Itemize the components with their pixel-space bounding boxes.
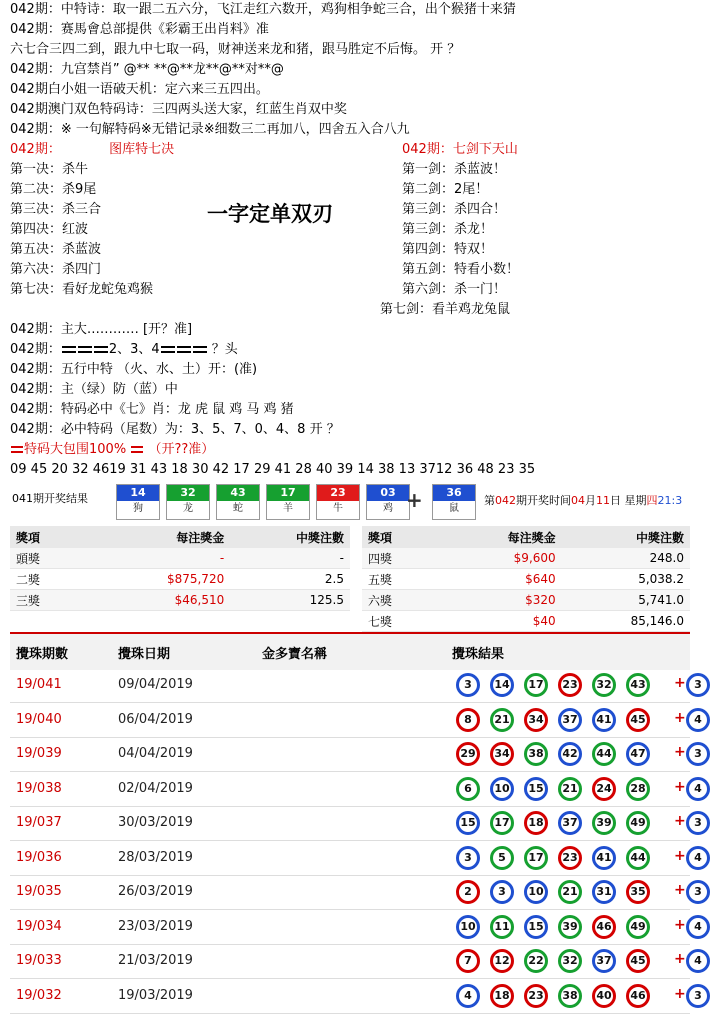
prize-row: [362, 611, 690, 632]
table-row[interactable]: [10, 806, 702, 841]
result-ball: 29: [456, 742, 480, 766]
prize-amount: $9,600: [444, 548, 562, 569]
draw-date: 02/04/2019: [118, 780, 193, 796]
result-ball: 21: [490, 708, 514, 732]
draw-date: 28/03/2019: [118, 849, 193, 865]
draw-ball-zodiac: 狗: [133, 503, 143, 514]
plus-icon: +: [674, 951, 686, 967]
right-item: 第二剑：2尾！: [402, 182, 489, 197]
right-item: 第五剑：特看小数！: [402, 262, 520, 277]
info-month: 04: [571, 494, 585, 507]
prize-name: 三獎: [10, 590, 92, 611]
draw-ball: [266, 484, 310, 520]
result-ball: 49: [626, 811, 650, 835]
draw-info: [484, 492, 682, 508]
result-ball: 45: [626, 949, 650, 973]
special-ball: 3: [686, 811, 710, 835]
prize-name: 四獎: [362, 548, 444, 569]
info-mid: 期开奖时间: [516, 494, 571, 507]
result-ball: 37: [592, 949, 616, 973]
draw-date: 26/03/2019: [118, 884, 193, 899]
plus-icon: +: [406, 488, 423, 512]
result-ball: 21: [558, 777, 582, 801]
left-item: 第五决：杀蓝波: [10, 242, 102, 257]
prize-table-left: [10, 526, 350, 611]
right-item: 第六剑：杀一门！: [402, 282, 507, 297]
result-ball: 42: [558, 742, 582, 766]
special-ball: 4: [686, 846, 710, 870]
prize-row: [10, 548, 350, 569]
prize-amount: $40: [444, 611, 562, 632]
center-title: 一字定单双刃: [207, 201, 333, 226]
prize-amount: $875,720: [92, 569, 230, 590]
prize-table-right: [362, 526, 690, 632]
draw-issue[interactable]: 19/038: [16, 780, 62, 796]
draw-issue[interactable]: 19/039: [16, 746, 62, 761]
result-ball: 40: [592, 984, 616, 1008]
result-ball: 15: [524, 777, 548, 801]
prize-name: 六獎: [362, 590, 444, 611]
result-ball: 18: [524, 811, 548, 835]
result-ball: 37: [558, 811, 582, 835]
plus-icon: +: [674, 882, 686, 898]
forum-mid-line-5: 042期：特码必中《七》肖：龙 虎 鼠 鸡 马 鸡 猪: [10, 402, 294, 417]
prize-header-item: 獎項: [362, 526, 444, 548]
left-item: 第四决：红波: [10, 222, 89, 237]
prize-count: 248.0: [562, 548, 690, 569]
table-row[interactable]: [10, 841, 702, 876]
result-ball: 35: [626, 880, 650, 904]
draw-ball: [166, 484, 210, 520]
draw-special-ball: [432, 484, 476, 520]
prize-name: 頭獎: [10, 548, 92, 569]
result-ball: 24: [592, 777, 616, 801]
forum-line-1: 042期：中特诗：取一跟二五六分，飞江走红六数开，鸡狗相争蛇三合，出个猴猪十来猜: [10, 2, 516, 17]
draw-ball-zodiac: 蛇: [233, 503, 243, 514]
red-line-suffix: （开??准）: [148, 442, 215, 457]
result-ball: 47: [626, 742, 650, 766]
right-header-title: 七剑下天山: [452, 142, 518, 157]
plus-icon: +: [674, 916, 686, 933]
prize-amount: $320: [444, 590, 562, 611]
draw-issue[interactable]: 19/035: [16, 884, 62, 899]
draw-date: 30/03/2019: [118, 815, 193, 830]
right-item: 第四剑：特双！: [402, 242, 494, 257]
right-item: 第三剑：杀龙！: [402, 222, 494, 237]
left-section-header: [10, 140, 174, 160]
draw-ball-number: 36: [433, 485, 475, 501]
forum-mid-line-4: 042期：主（绿）防（蓝）中: [10, 382, 178, 397]
prize-row: [10, 569, 350, 590]
result-ball: 39: [558, 915, 582, 939]
special-ball: 3: [686, 880, 710, 904]
result-ball: 6: [456, 777, 480, 801]
result-ball: 23: [558, 673, 582, 697]
special-ball: 4: [686, 777, 710, 801]
table-row[interactable]: [10, 944, 702, 979]
prize-count: 5,741.0: [562, 590, 690, 611]
history-header-pool: 金多寶名稱: [262, 647, 328, 662]
special-ball: 3: [686, 673, 710, 697]
right-section-header: [402, 140, 518, 160]
right-header-prefix: 042期：: [402, 142, 453, 157]
draw-ball: [216, 484, 260, 520]
info-day: 11: [596, 494, 610, 507]
result-ball: 17: [524, 846, 548, 870]
result-ball: 12: [490, 949, 514, 973]
draw-ball-number: 43: [217, 485, 259, 501]
result-ball: 39: [592, 811, 616, 835]
table-row[interactable]: [10, 772, 702, 807]
result-ball: 10: [524, 880, 548, 904]
table-row[interactable]: [10, 668, 702, 703]
forum-line-4: 042期：九宫禁肖” @** **@**龙**@**对**@: [10, 62, 284, 77]
history-header: [10, 632, 690, 670]
forum-line-6: 042期澳门双色特码诗：三四两头送大家，红蓝生肖双中奖: [10, 102, 347, 117]
left-item: 第一决：杀牛: [10, 162, 89, 177]
result-ball: 46: [626, 984, 650, 1008]
forum-mid-line-2: [10, 340, 238, 360]
prize-header-count: 中獎注數: [230, 526, 350, 548]
result-ball: 38: [524, 742, 548, 766]
result-ball: 21: [558, 880, 582, 904]
table-row[interactable]: [10, 875, 702, 910]
draw-date: 06/04/2019: [118, 711, 193, 727]
special-ball: 4: [686, 708, 710, 732]
result-ball: 32: [558, 949, 582, 973]
forum-line-2: 042期：赛馬會总部提供《彩霸王出肖料》准: [10, 22, 269, 37]
prize-header-item: 獎項: [10, 526, 92, 548]
draw-issue[interactable]: 19/032: [16, 987, 62, 1003]
forum-line-7: 042期：※ 一句解特码※无错记录※细数三二再加八，四舍五入合八九: [10, 122, 410, 137]
result-ball: 43: [626, 673, 650, 697]
draw-issue[interactable]: 19/036: [16, 849, 62, 865]
draw-ball: [116, 484, 160, 520]
prize-header-count: 中獎注數: [562, 526, 690, 548]
special-ball: 4: [686, 949, 710, 973]
red-line: [10, 440, 214, 460]
result-ball: 23: [524, 984, 548, 1008]
red-line-text: 特码大包围100%: [24, 442, 127, 457]
result-ball: 17: [490, 811, 514, 835]
result-ball: 46: [592, 915, 616, 939]
result-ball: 41: [592, 708, 616, 732]
special-ball: 4: [686, 915, 710, 939]
draw-date: 23/03/2019: [118, 918, 193, 934]
draw-ball-number: 14: [117, 485, 159, 501]
info-m: 月: [585, 494, 596, 507]
prize-header-amount: 每注獎金: [92, 526, 230, 548]
result-ball: 38: [558, 984, 582, 1008]
info-weekday: 四: [646, 494, 658, 507]
result-ball: 5: [490, 846, 514, 870]
number-string: 09 45 20 32 4619 31 43 18 30 42 17 29 41 28 40 39 14 38 13 3712 36 48 23 35: [10, 462, 536, 477]
draw-ball: [366, 484, 410, 520]
left-item: 第三决：杀三合: [10, 202, 102, 217]
result-ball: 15: [524, 915, 548, 939]
result-ball: 41: [592, 846, 616, 870]
prize-count: 85,146.0: [562, 611, 690, 632]
forum-line-3: 六七合三四二到，跟九中七取一码，财神送来龙和猪，跟马胜定不后悔。 开 ？: [10, 42, 461, 57]
draw-ball-zodiac: 鼠: [449, 503, 459, 514]
result-ball: 17: [524, 673, 548, 697]
history-header-result: 攪珠結果: [452, 647, 505, 662]
result-ball: 14: [490, 673, 514, 697]
prize-count: 2.5: [230, 569, 350, 590]
left-header-title: 图库特七决: [109, 142, 175, 157]
right-item: 第一剑：杀蓝波！: [402, 162, 507, 177]
forum-mid-line-6: 042期：必中特码（尾数）为：3、5、7、0、4、8 开 ？: [10, 422, 340, 437]
left-item: 第七决：看好龙蛇兔鸡猴: [10, 282, 154, 297]
draw-ball-number: 23: [317, 485, 359, 501]
prize-row: [10, 590, 350, 611]
draw-date: 19/03/2019: [118, 987, 193, 1003]
history-header-date: 攪珠日期: [118, 647, 171, 662]
table-row[interactable]: [10, 703, 702, 738]
table-row[interactable]: [10, 910, 702, 945]
table-row[interactable]: [10, 979, 702, 1014]
result-ball: 45: [626, 708, 650, 732]
result-ball: 3: [490, 880, 514, 904]
draw-issue[interactable]: 19/041: [16, 677, 62, 692]
prize-amount: $46,510: [92, 590, 230, 611]
plus-icon: +: [674, 985, 686, 1002]
draw-ball-zodiac: 鸡: [383, 503, 393, 514]
draw-ball-zodiac: 龙: [183, 503, 193, 514]
plus-icon: +: [674, 813, 686, 829]
result-ball: 10: [456, 915, 480, 939]
info-issue: 042: [495, 494, 516, 507]
prize-row: [362, 590, 690, 611]
result-ball: 11: [490, 915, 514, 939]
history-header-issue: 攪珠期數: [16, 647, 69, 662]
result-ball: 22: [524, 949, 548, 973]
draw-date: 04/04/2019: [118, 746, 193, 761]
result-ball: 18: [490, 984, 514, 1008]
draw-ball-number: 03: [367, 485, 409, 501]
result-ball: 32: [592, 673, 616, 697]
left-item: 第二决：杀9尾: [10, 182, 97, 197]
result-ball: 3: [456, 673, 480, 697]
draw-ball-zodiac: 牛: [333, 503, 343, 514]
result-ball: 31: [592, 880, 616, 904]
plus-icon: +: [674, 675, 686, 691]
prize-row: [362, 548, 690, 569]
plus-icon: +: [674, 709, 686, 726]
left-header-prefix: 042期：: [10, 142, 61, 157]
prize-amount: $640: [444, 569, 562, 590]
draw-issue[interactable]: 19/037: [16, 815, 62, 830]
table-row[interactable]: [10, 737, 702, 772]
result-ball: 15: [456, 811, 480, 835]
mid-nums: 2、3、4: [108, 342, 160, 357]
result-ball: 44: [626, 846, 650, 870]
prize-count: 125.5: [230, 590, 350, 611]
result-ball: 10: [490, 777, 514, 801]
result-ball: 34: [524, 708, 548, 732]
draw-ball-number: 32: [167, 485, 209, 501]
prize-name: 五獎: [362, 569, 444, 590]
forum-line-5: 042期白小姐一语破天机：定六来三五四出。: [10, 82, 269, 97]
left-item: 第六决：杀四门: [10, 262, 102, 277]
draw-date: 21/03/2019: [118, 953, 193, 968]
result-ball: 37: [558, 708, 582, 732]
forum-mid-line-1: 042期：主大………… [开？准]: [10, 322, 193, 337]
result-ball: 34: [490, 742, 514, 766]
result-ball: 44: [592, 742, 616, 766]
prize-name: 七獎: [362, 611, 444, 632]
mid-prefix: 042期：: [10, 342, 61, 357]
draw-issue[interactable]: 19/033: [16, 953, 62, 968]
right-item: 第七剑：看羊鸡龙兔鼠: [380, 302, 511, 317]
prize-row: [362, 569, 690, 590]
draw-issue[interactable]: 19/034: [16, 918, 62, 934]
special-ball: 3: [686, 742, 710, 766]
prize-name: 二獎: [10, 569, 92, 590]
result-ball: 28: [626, 777, 650, 801]
result-ball: 2: [456, 880, 480, 904]
draw-ball-number: 17: [267, 485, 309, 501]
prize-amount: -: [92, 548, 230, 569]
draw-ball: [316, 484, 360, 520]
special-ball: 3: [686, 984, 710, 1008]
result-ball: 8: [456, 708, 480, 732]
info-d: 日 星期: [610, 494, 647, 507]
plus-icon: +: [674, 778, 686, 795]
prize-count: -: [230, 548, 350, 569]
result-ball: 49: [626, 915, 650, 939]
draw-label: 041期开奖结果: [12, 492, 88, 505]
info-time: 21:3: [657, 494, 683, 507]
draw-issue[interactable]: 19/040: [16, 711, 62, 727]
forum-mid-line-3: 042期：五行中特 （火、水、土）开：(准): [10, 362, 258, 377]
plus-icon: +: [674, 847, 686, 864]
right-item: 第三剑：杀四合！: [402, 202, 507, 217]
result-ball: 3: [456, 846, 480, 870]
draw-date: 09/04/2019: [118, 677, 193, 692]
result-ball: 7: [456, 949, 480, 973]
result-ball: 4: [456, 984, 480, 1008]
mid-suffix: ？头: [211, 342, 238, 357]
draw-ball-zodiac: 羊: [283, 503, 293, 514]
plus-icon: +: [674, 744, 686, 760]
result-ball: 23: [558, 846, 582, 870]
prize-count: 5,038.2: [562, 569, 690, 590]
info-prefix: 第: [484, 494, 495, 507]
prize-header-amount: 每注獎金: [444, 526, 562, 548]
